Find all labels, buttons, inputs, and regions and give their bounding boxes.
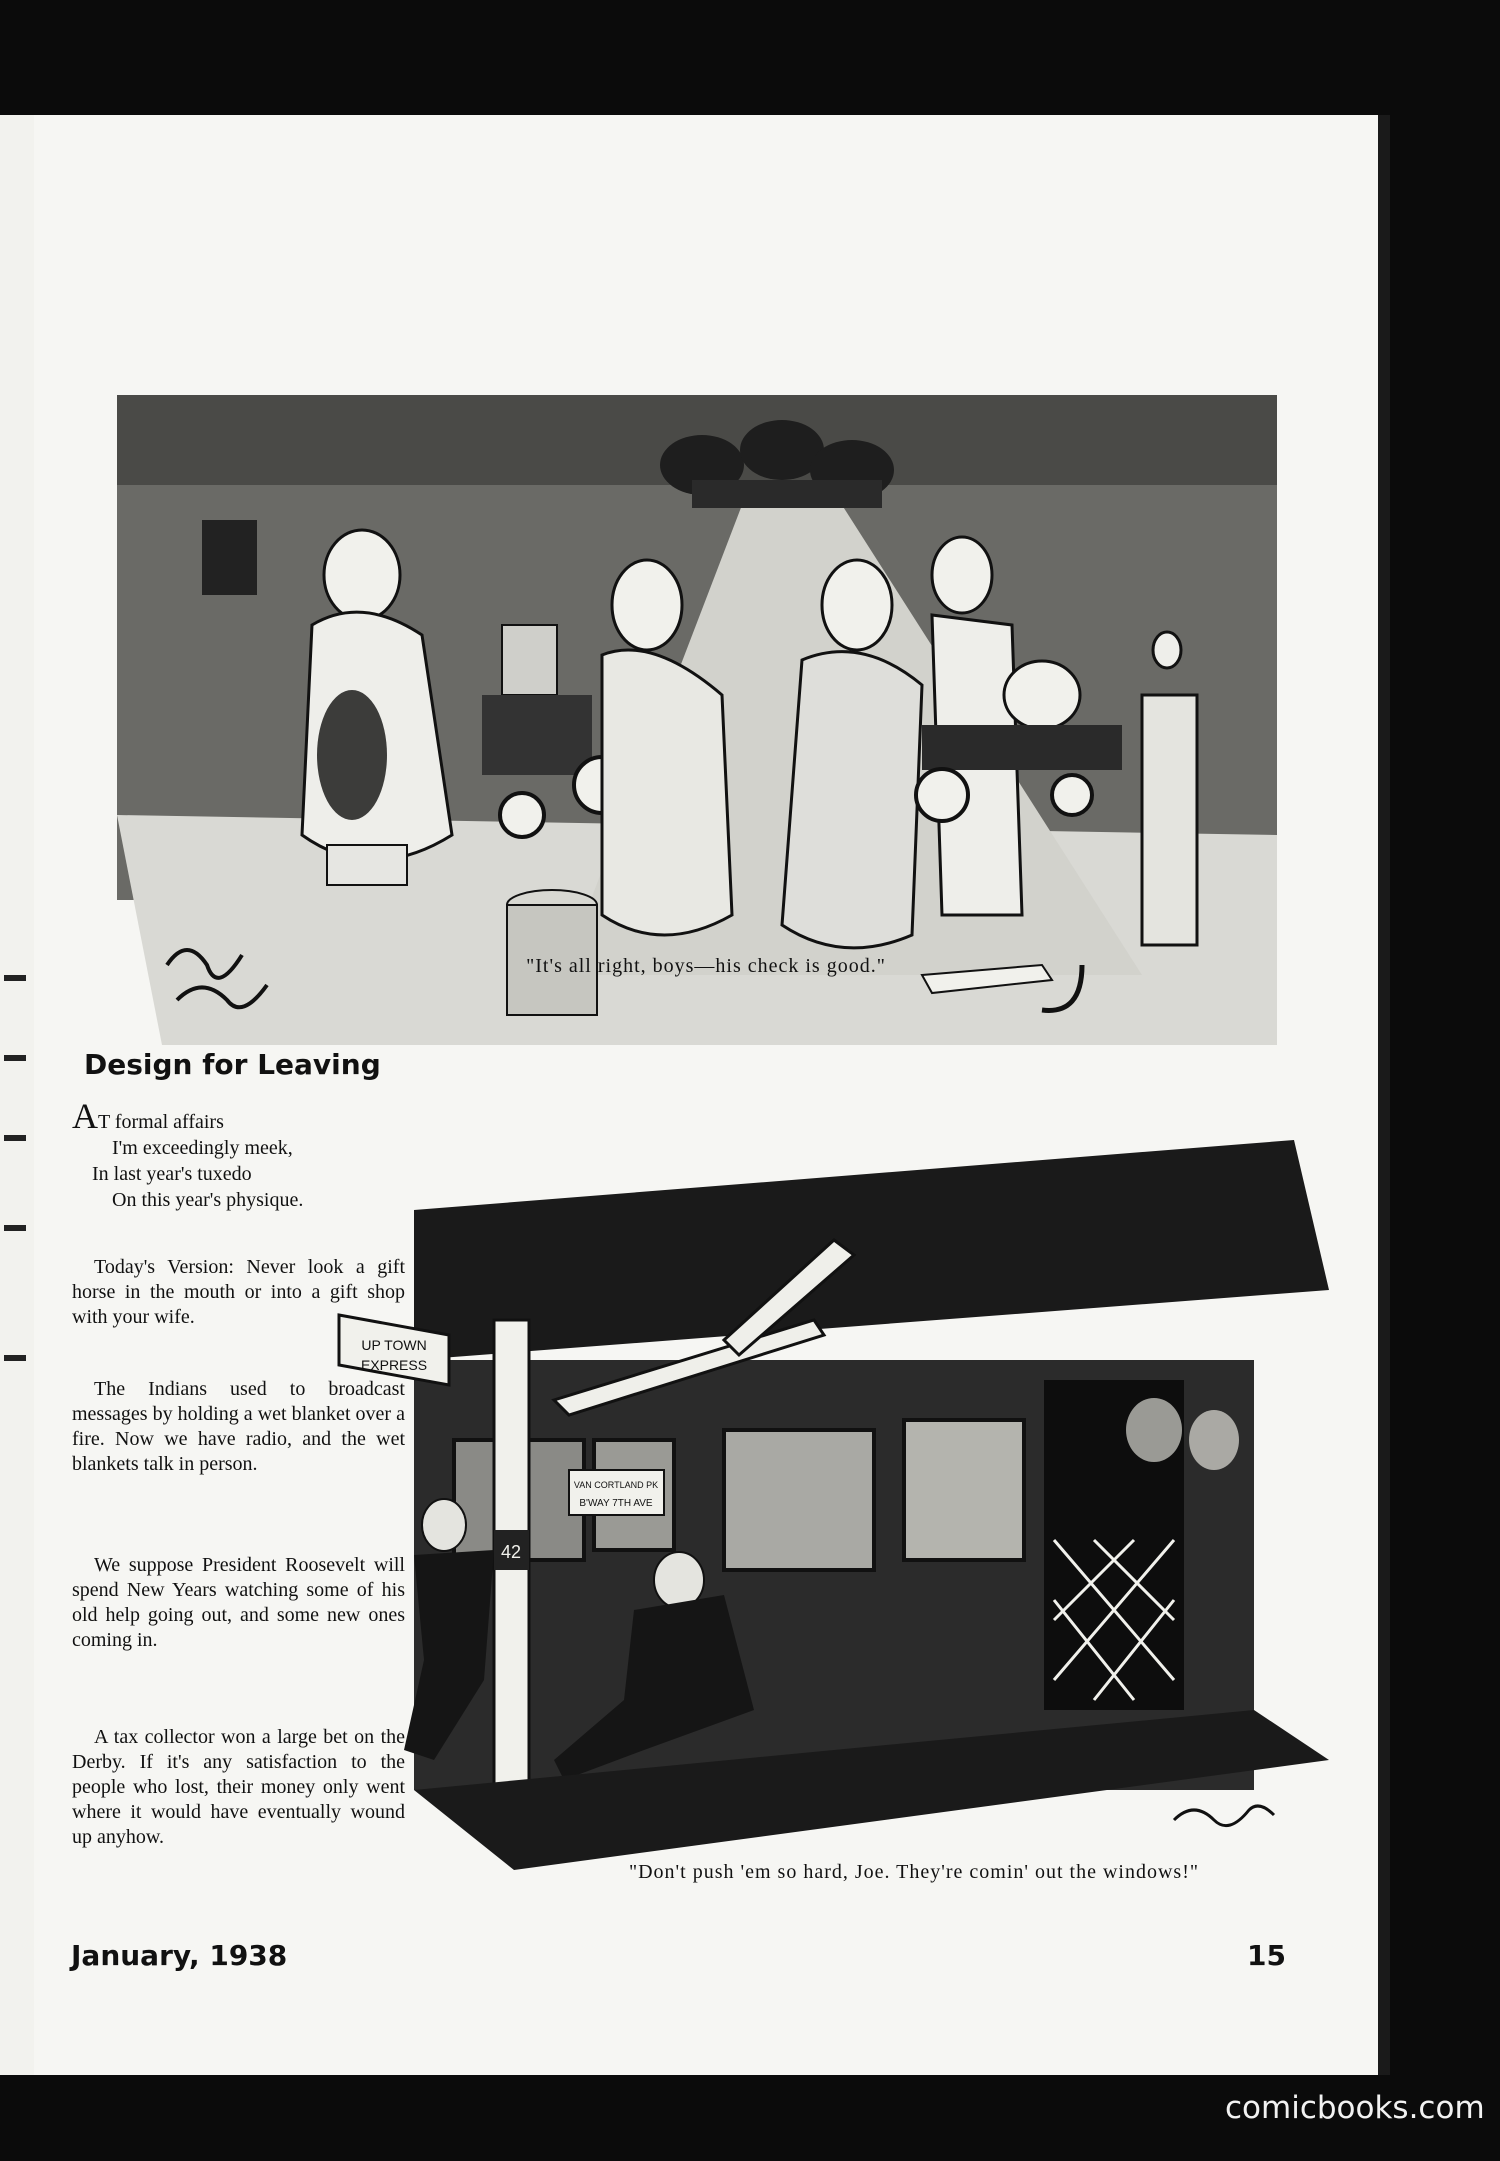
adjacent-page-edge <box>0 115 34 2075</box>
top-cartoon-caption: "It's all right, boys—his check is good." <box>526 955 886 977</box>
paragraph-gift-horse: Today's Version: Never look a gift horse in the mouth or into a gift shop with your wife. <box>72 1256 405 1328</box>
verse-line-1-rest: T formal affairs <box>98 1111 224 1133</box>
paragraph-tax-collector: A tax collector won a large bet on the Derby. If it's any satisfaction to the people who lost, their money only went where it would have eventually wound up anyhow. <box>72 1726 405 1848</box>
paragraph-wet-blanket: The Indians used to broadcast messages by holding a wet blanket over a fire. Now we have radio, and the wet blankets talk in person. <box>72 1378 405 1475</box>
drop-cap: A <box>72 1096 98 1136</box>
operating-room-cartoon <box>82 275 1302 1050</box>
verse-line-2: I'm exceedingly meek, <box>112 1137 293 1159</box>
magazine-page <box>34 115 1378 2075</box>
paragraph-roosevelt: We suppose President Roosevelt will spend New Years watching some of his old help going out, and some new ones coming in. <box>72 1554 405 1651</box>
pillar-number: 42 <box>500 1542 522 1562</box>
train-sign-line-1: VAN CORTLAND PK <box>573 1480 659 1490</box>
issue-date: January, 1938 <box>71 1939 288 1972</box>
verse <box>72 1096 372 1213</box>
sign-uptown: UP TOWN <box>361 1337 427 1353</box>
subway-cartoon <box>360 1060 1329 1880</box>
site-watermark: comicbooks.com <box>1225 2090 1485 2126</box>
sign-express: EXPRESS <box>360 1357 428 1373</box>
bottom-cartoon-caption: "Don't push 'em so hard, Joe. They're comin' out the windows!" <box>628 1861 1200 1883</box>
verse-line-1 <box>72 1096 372 1136</box>
column-title: Design for Leaving <box>84 1048 381 1081</box>
page-binding-edge <box>1378 115 1390 2075</box>
verse-line-4: On this year's physique. <box>112 1189 304 1211</box>
train-sign-line-2: B'WAY 7TH AVE <box>579 1498 653 1509</box>
page-number: 15 <box>1247 1939 1286 1972</box>
verse-line-3: In last year's tuxedo <box>92 1163 252 1185</box>
